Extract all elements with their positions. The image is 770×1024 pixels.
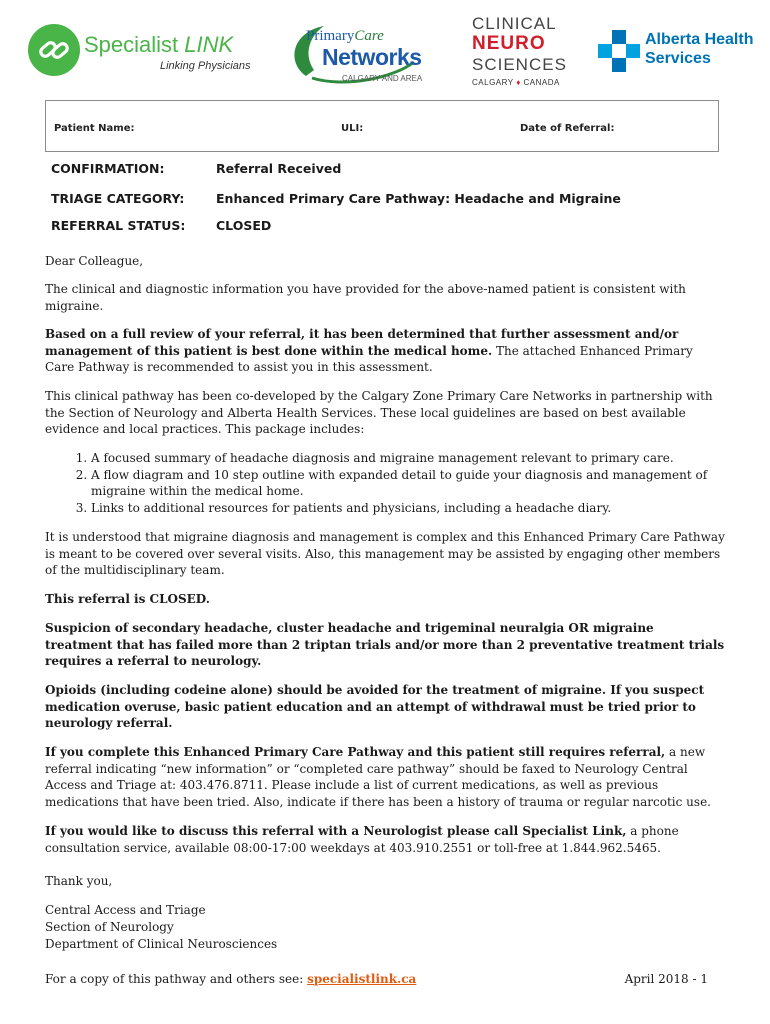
paragraph-8: If you complete this Enhanced Primary Care Pathway and this patient still requires referral, a new referral indicating “new information” or “completed care pathway” should be faxed to Neurology Central Access and Triage at: 403.476.8711. Please include a list of current medications, as well as previous medications that have been tried. Also, indicate if there has been a history of trauma or regular narcotic use.	[45, 745, 711, 809]
closed-notice: This referral is CLOSED.	[45, 592, 210, 606]
chain-link-icon	[28, 24, 80, 76]
alberta-health-services-logo: Alberta Health Services	[598, 30, 748, 74]
signature-line-2: Section of Neurology	[45, 920, 174, 934]
package-list	[45, 450, 725, 516]
footer-text: For a copy of this pathway and others see: specialistlink.ca	[45, 972, 417, 986]
list-item: 3. Links to additional resources for patients and physicians, including a headache diary.	[91, 500, 725, 517]
list-item: 2. A flow diagram and 10 step outline with expanded detail to guide your diagnosis and management of migraine within the medical home.	[91, 467, 725, 500]
list-item: 1. A focused summary of headache diagnosis and migraine management relevant to primary care.	[91, 450, 725, 467]
paragraph-2: Based on a full review of your referral, it has been determined that further assessment and/or management of this patient is best done within the medical home. The attached Enhanced Primary Care Pathway is recommended to assist you in this assessment.	[45, 327, 693, 375]
primary-care-networks-logo: PrimaryCare Networks CALGARY AND AREA	[284, 18, 424, 90]
paragraph-7: Opioids (including codeine alone) should be avoided for the treatment of migraine. If you suspect medication overuse, basic patient education and an attempt of withdrawal must be tried prior to neurology referral.	[45, 683, 705, 731]
date-of-referral-label: Date of Referral:	[520, 123, 615, 134]
logo-header	[0, 10, 770, 90]
signature-line-3: Department of Clinical Neurosciences	[45, 937, 278, 951]
uli-label: ULI:	[341, 123, 364, 134]
patient-name-label: Patient Name:	[54, 123, 135, 134]
signature-line-1: Central Access and Triage	[45, 903, 206, 917]
maple-leaf-icon: ♦	[516, 78, 521, 87]
ahs-cross-icon	[598, 30, 642, 74]
patient-info-box	[45, 100, 719, 152]
paragraph-4: It is understood that migraine diagnosis and management is complex and this Enhanced Primary Care Pathway is meant to be covered over several visits. Also, this management may be assisted by engaging other members of the multidisciplinary team.	[45, 530, 725, 578]
paragraph-9: If you would like to discuss this referral with a Neurologist please call Specialist Link, a phone consultation service, available 08:00-17:00 weekdays at 403.910.2551 or toll-free at 1.844.962.5465.	[45, 824, 679, 855]
paragraph-1: The clinical and diagnostic information you have provided for the above-named patient is consistent with migraine.	[45, 282, 686, 313]
greeting: Dear Colleague,	[45, 254, 144, 268]
paragraph-3: This clinical pathway has been co-developed by the Calgary Zone Primary Care Networks in partnership with the Section of Neurology and Alberta Health Services. These local guidelines are based on best available evidence and local practices. This package includes:	[45, 389, 713, 437]
thanks: Thank you,	[45, 874, 113, 888]
document-page: Specialist LINK Linking Physicians PrimaryCare Networks CALGARY AND AREA CLINICAL NEURO SCIENCES CALGARY ♦ CANADA Alberta Health Services Patient Name: ULI: Date of Referral: CONFIRMATION: Referral Received TRIAGE CATEGORY: Enhanced Primary Care Pathway: Headache and Migraine REFERRAL STATUS: CLOSED Dear Colleague, The clinical and diagnostic information you have provided for the above-named patient is consistent with migraine. Based on a full review of your referral, it has been determined that further assessment and/or management of this patient is best done within the medical home. The attached Enhanced Primary Care Pathway is recommended to assist you in this assessment. This clinical pathway has been co-developed by the Calgary Zone Primary Care Networks in partnership with the Section of Neurology and Alberta Health Services. These local guidelines are based on best available evidence and local practices. This package includes: 1. A focused summary of headache diagnosis and migraine management relevant to primary care. 2. A flow diagram and 10 step outline with expanded detail to guide your diagnosis and management of migraine within the medical home. 3. Links to additional resources for patients and physicians, including a headache diary. It is understood that migraine diagnosis and management is complex and this Enhanced Primary Care Pathway is meant to be covered over several visits. Also, this management may be assisted by engaging other members of the multidisciplinary team. This referral is CLOSED. Suspicion of secondary headache, cluster headache and trigeminal neuralgia OR migraine treatment that has failed more than 2 triptan trials and/or more than 2 preventative treatment trials requires a referral to neurology. Opioids (including codeine alone) should be avoided for the treatment of migraine. If you suspect medication overuse, basic patient education and an attempt of withdrawal must be tried prior to neurology referral. If you complete this Enhanced Primary Care Pathway and this patient still requires referral, a new referral indicating “new information” or “completed care pathway” should be faxed to Neurology Central Access and Triage at: 403.476.8711. Please include a list of current medications, as well as previous medications that have been tried. Also, indicate if there has been a history of trauma or regular narcotic use. If you would like to discuss this referral with a Neurologist please call Specialist Link, a phone consultation service, available 08:00-17:00 weekdays at 403.910.2551 or toll-free at 1.844.962.5465. Thank you, Central Access and Triage Section of Neurology Department of Clinical Neurosciences For a copy of this pathway and others see: specialistlink.ca April 2018 - 1	[0, 0, 770, 1024]
specialist-link-logo: Specialist LINK Linking Physicians	[28, 24, 258, 84]
clinical-neurosciences-logo: CLINICAL NEURO SCIENCES CALGARY ♦ CANADA	[472, 14, 567, 87]
specialistlink-link[interactable]: specialistlink.ca	[307, 972, 417, 986]
paragraph-6: Suspicion of secondary headache, cluster headache and trigeminal neuralgia OR migraine treatment that has failed more than 2 triptan trials and/or more than 2 preventative treatment trials requires a referral to neurology.	[45, 621, 725, 669]
footer-page: April 2018 - 1	[624, 972, 708, 986]
